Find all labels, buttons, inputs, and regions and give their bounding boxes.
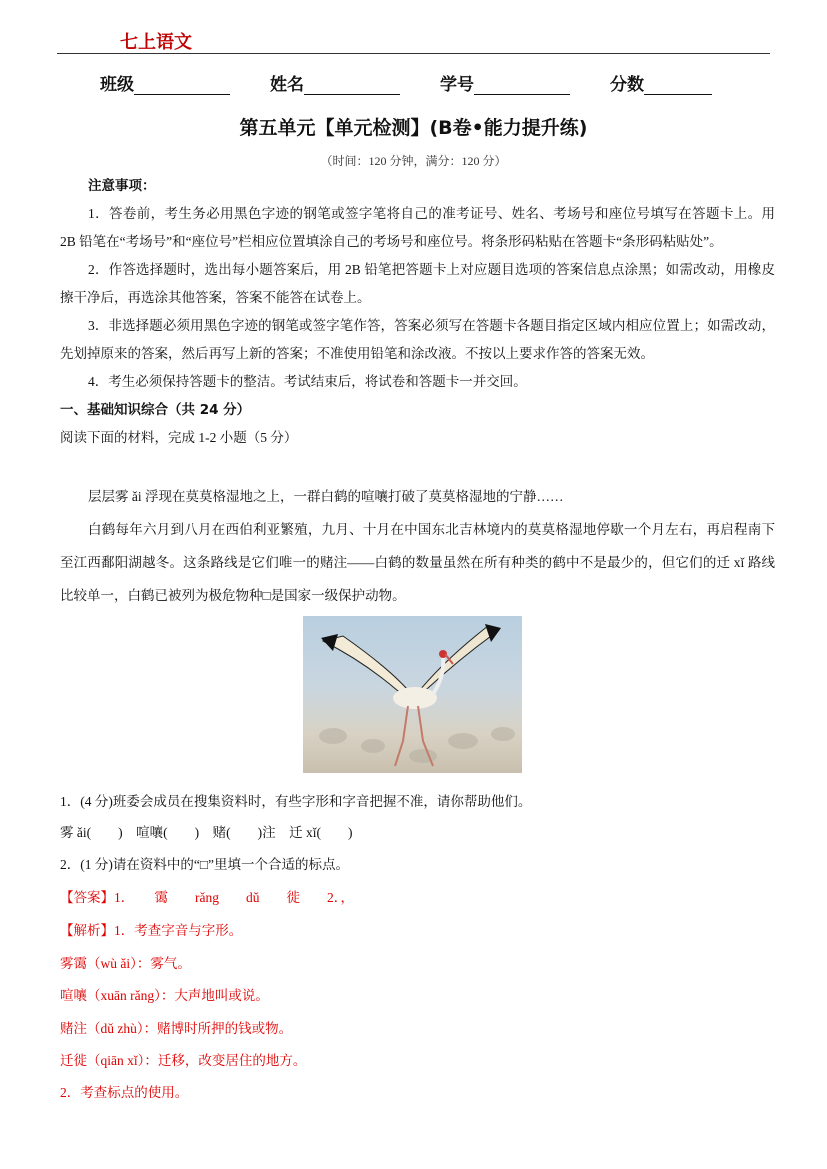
question-1: 1．(4 分)班委会成员在搜集资料时，有些字形和字音把握不准，请你帮助他们。: [60, 794, 532, 809]
section-heading: 一、基础知识综合（共 24 分）: [60, 402, 251, 418]
analysis-item: 赌注（dǔ zhù）：赌博时所押的钱或物。: [60, 1021, 293, 1036]
subject-header: 七上语文: [120, 32, 192, 53]
field-name[interactable]: 姓名: [270, 70, 400, 95]
note-item: 3．非选择题必须用黑色字迹的钢笔或签字笔作答，答案必须写在答题卡各题目指定区域内相应位置上；如需改动，先划掉原来的答案，然后再写上新的答案；不准使用铅笔和涂改液。不按以上要求作答的答案无效。: [60, 318, 775, 361]
analysis-item: 喧嚷（xuān rǎng）：大声地叫或说。: [60, 988, 269, 1003]
reading-instruction: 阅读下面的材料，完成 1-2 小题（5 分）: [60, 430, 298, 445]
question-1-blanks[interactable]: 雾 ǎi( ) 喧嚷( ) 赌( )注 迁 xǐ( ): [60, 825, 353, 840]
analysis-item: 2．考查标点的使用。: [60, 1085, 189, 1100]
note-item: 1．答卷前，考生务必用黑色字迹的钢笔或签字笔将自己的准考证号、姓名、考场号和座位号填写在答题卡上。用 2B 铅笔在“考场号”和“座位号”栏相应位置填涂自己的考场号和座位号。将条形码粘贴在答题卡“条形码粘贴处”。: [60, 206, 775, 249]
field-student-id[interactable]: 学号: [440, 70, 570, 95]
field-class[interactable]: 班级: [100, 70, 230, 95]
passage-paragraph: 层层雾 ǎi 浮现在莫莫格湿地之上，一群白鹤的喧嚷打破了莫莫格湿地的宁静……: [88, 489, 564, 504]
question-2: 2．(1 分)请在资料中的“□”里填一个合适的标点。: [60, 857, 350, 872]
analysis-item: 迁徙（qiān xǐ）：迁移，改变居住的地方。: [60, 1053, 307, 1068]
header-rule: [57, 53, 770, 54]
reading-passage: [60, 480, 775, 612]
student-info-fields: [100, 70, 740, 95]
white-crane-photo: [303, 616, 522, 773]
note-item: 4．考生必须保持答题卡的整洁。考试结束后，将试卷和答题卡一并交回。: [88, 374, 527, 389]
crane-illustration: [303, 616, 522, 773]
analysis-item: 雾霭（wù ǎi）：雾气。: [60, 956, 191, 971]
field-score[interactable]: 分数: [610, 70, 712, 95]
notes-heading: 注意事项：: [88, 178, 156, 194]
answer: 【答案】1． 霭 rǎng dǔ 徙 2．，: [60, 890, 354, 905]
passage-paragraph: 白鹤每年六月到八月在西伯利亚繁殖，九月、十月在中国东北吉林境内的莫莫格湿地停歇一个月左右，再启程南下至江西鄱阳湖越冬。这条路线是它们唯一的赌注——白鹤的数量虽然在所有种类的鹤中不是最少的，但它们的迁 xǐ 路线比较单一，白鹤已被列为极危物种□是国家一级保护动物。: [60, 522, 775, 603]
analysis-heading: 【解析】1．考查字音与字形。: [60, 923, 243, 938]
page-title: 第五单元【单元检测】(B卷•能力提升练): [239, 117, 588, 139]
note-item: 2．作答选择题时，选出每小题答案后，用 2B 铅笔把答题卡上对应题目选项的答案信息点涂黑；如需改动，用橡皮擦干净后，再选涂其他答案，答案不能答在试卷上。: [60, 262, 775, 305]
notes: [60, 172, 775, 452]
exam-time-info: （时间：120 分钟，满分：120 分）: [320, 154, 507, 168]
